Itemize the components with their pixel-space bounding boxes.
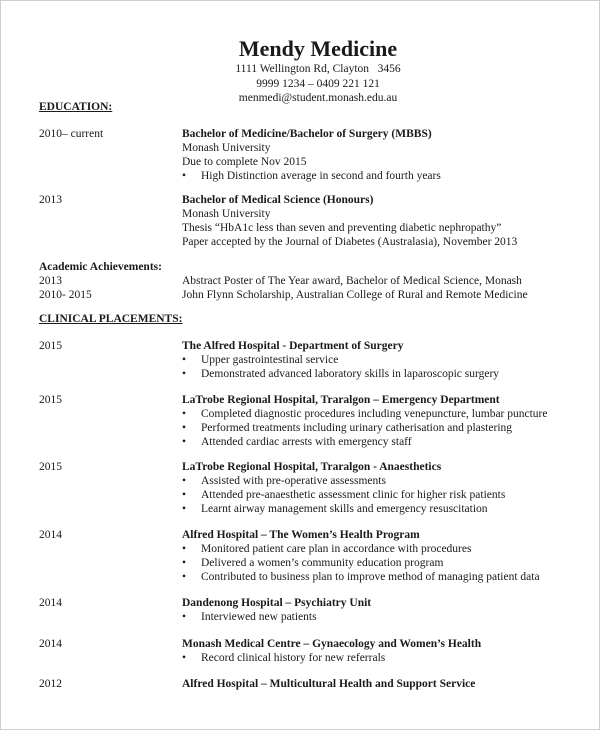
entry-line: Monash University [182, 208, 271, 220]
entry-title: LaTrobe Regional Hospital, Traralgon - Anaesthetics [182, 461, 442, 473]
bullet-icon: • [182, 503, 187, 515]
bullet-item: • Contributed to business plan to improve method of managing patient data [182, 571, 540, 583]
bullet-icon: • [182, 475, 187, 487]
entry-title: Alfred Hospital – The Women’s Health Program [182, 529, 420, 541]
entry-date: 2014 [39, 529, 62, 541]
achievement-item [39, 288, 599, 302]
entry-line: Due to complete Nov 2015 [182, 156, 307, 168]
address: 1111 Wellington Rd, Clayton 3456 [235, 63, 401, 75]
bullet-icon: • [182, 489, 187, 501]
bullet-item: • Monitored patient care plan in accordance with procedures [182, 543, 472, 555]
bullet-item: • Attended pre-anaesthetic assessment clinic for higher risk patients [182, 489, 506, 501]
bullet-icon: • [182, 368, 187, 380]
bullet-icon: • [182, 543, 187, 555]
bullet-item: • Performed treatments including urinary catherisation and plastering [182, 422, 513, 434]
email: menmedi@student.monash.edu.au [238, 92, 398, 104]
candidate-name: Mendy Medicine [238, 36, 398, 61]
bullet-icon: • [182, 354, 187, 366]
bullet-item: • Interviewed new patients [182, 611, 317, 623]
entry-date: 2015 [39, 340, 62, 352]
entry-title: The Alfred Hospital - Department of Surgery [182, 340, 404, 352]
entry-date: 2013 [39, 194, 62, 206]
entry-date: 2014 [39, 638, 62, 650]
bullet-item: • High Distinction average in second and fourth years [182, 170, 441, 182]
bullet-icon: • [182, 436, 187, 448]
achievement-item [39, 274, 599, 288]
bullet-item: • Assisted with pre-operative assessments [182, 475, 386, 487]
bullet-item: • Demonstrated advanced laboratory skills in laparoscopic surgery [182, 368, 500, 380]
entry-title: Monash Medical Centre – Gynaecology and Women’s Health [182, 638, 482, 650]
bullet-item: • Record clinical history for new referrals [182, 652, 386, 664]
bullet-item: • Completed diagnostic procedures including venepuncture, lumbar puncture [182, 408, 548, 420]
entry-title: Bachelor of Medicine/Bachelor of Surgery (MBBS) [182, 128, 432, 140]
bullet-item: • Upper gastrointestinal service [182, 354, 339, 366]
achievement-date: 2010- 2015 [39, 289, 92, 301]
placements-heading: CLINICAL PLACEMENTS: [39, 313, 183, 325]
education-heading: EDUCATION: [39, 101, 113, 113]
bullet-icon: • [182, 557, 187, 569]
entry-date: 2010– current [39, 128, 104, 140]
entry-title: Alfred Hospital – Multicultural Health and Support Service [182, 678, 476, 690]
entry-title: LaTrobe Regional Hospital, Traralgon – Emergency Department [182, 394, 500, 406]
bullet-icon: • [182, 652, 187, 664]
entry-date: 2015 [39, 461, 62, 473]
entry-line: Paper accepted by the Journal of Diabetes (Australasia), November 2013 [182, 236, 518, 248]
achievement-date: 2013 [39, 275, 62, 287]
bullet-item: • Delivered a women’s community education program [182, 557, 444, 569]
achievement-text: Abstract Poster of The Year award, Bachelor of Medical Science, Monash [182, 275, 522, 287]
bullet-icon: • [182, 422, 187, 434]
entry-title: Dandenong Hospital – Psychiatry Unit [182, 597, 372, 609]
achievements-heading: Academic Achievements: [39, 261, 162, 273]
bullet-item: • Attended cardiac arrests with emergency staff [182, 436, 412, 448]
entry-date: 2015 [39, 394, 62, 406]
bullet-icon: • [182, 571, 187, 583]
entry-date: 2012 [39, 678, 62, 690]
bullet-icon: • [182, 408, 187, 420]
entry-title: Bachelor of Medical Science (Honours) [182, 194, 374, 206]
entry-date: 2014 [39, 597, 62, 609]
bullet-icon: • [182, 170, 187, 182]
phone: 9999 1234 – 0409 221 121 [256, 77, 380, 90]
bullet-item: • Learnt airway management skills and emergency resuscitation [182, 503, 488, 515]
entry-line: Thesis “HbA1c less than seven and preventing diabetic nephropathy” [182, 222, 502, 234]
contact-block [0, 62, 600, 106]
entry-line: Monash University [182, 142, 271, 154]
achievement-text: John Flynn Scholarship, Australian College of Rural and Remote Medicine [182, 289, 528, 301]
bullet-icon: • [182, 611, 187, 623]
